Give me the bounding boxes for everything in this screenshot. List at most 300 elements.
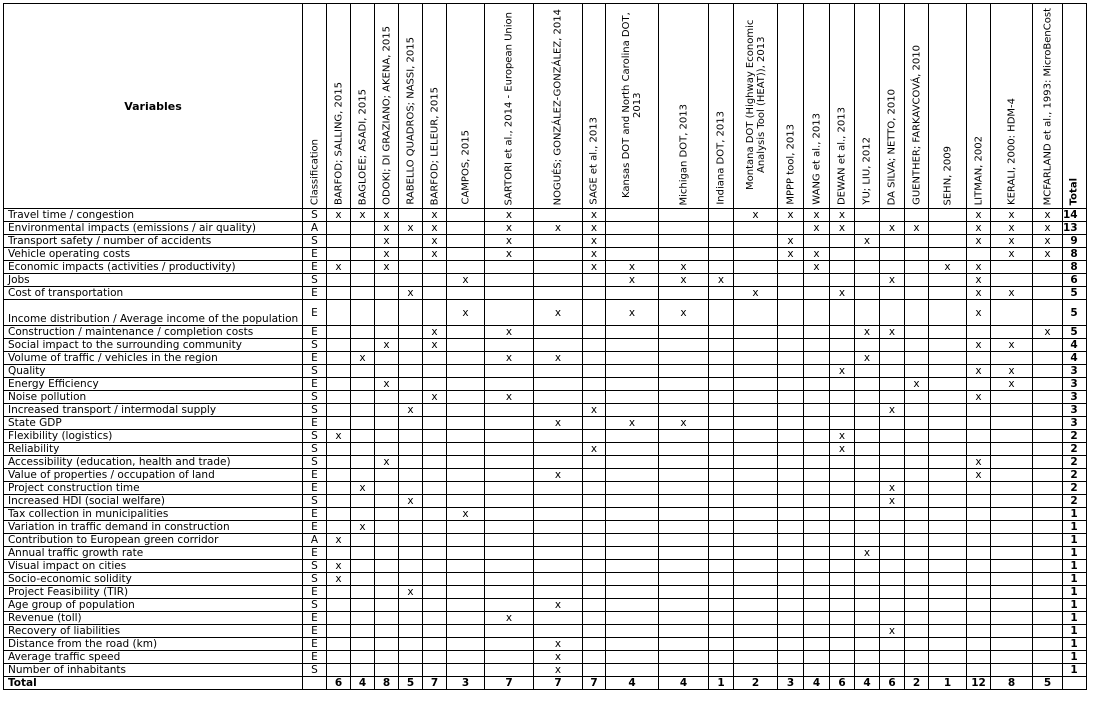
mark-cell: x xyxy=(1033,326,1063,339)
classification-cell: E xyxy=(303,586,327,599)
mark-cell xyxy=(1033,339,1063,352)
mark-cell: x xyxy=(778,209,804,222)
mark-cell xyxy=(399,378,423,391)
mark-cell xyxy=(991,456,1033,469)
mark-cell xyxy=(1033,573,1063,586)
mark-cell xyxy=(485,456,534,469)
mark-cell xyxy=(1033,261,1063,274)
mark-cell xyxy=(659,573,709,586)
table-row xyxy=(4,482,1087,495)
classification-cell: E xyxy=(303,612,327,625)
row-total: 5 xyxy=(1063,326,1087,339)
mark-cell xyxy=(880,248,905,261)
mark-cell: x xyxy=(399,586,423,599)
row-total: 3 xyxy=(1063,417,1087,430)
mark-cell xyxy=(375,651,399,664)
mark-cell xyxy=(583,352,606,365)
mark-cell xyxy=(1033,430,1063,443)
mark-cell: x xyxy=(967,287,991,300)
mark-cell xyxy=(606,534,659,547)
mark-cell xyxy=(880,547,905,560)
mark-cell xyxy=(423,495,447,508)
mark-cell xyxy=(399,326,423,339)
variable-name: Cost of transportation xyxy=(4,287,303,300)
mark-cell xyxy=(967,482,991,495)
mark-cell xyxy=(880,300,905,326)
mark-cell xyxy=(804,547,830,560)
mark-cell xyxy=(905,560,929,573)
table-row xyxy=(4,287,1087,300)
row-total: 9 xyxy=(1063,235,1087,248)
mark-cell xyxy=(967,417,991,430)
mark-cell: x xyxy=(606,300,659,326)
mark-cell xyxy=(830,235,855,248)
mark-cell xyxy=(880,534,905,547)
variable-name: Average traffic speed xyxy=(4,651,303,664)
mark-cell xyxy=(1033,625,1063,638)
variable-name: Construction / maintenance / completion costs xyxy=(4,326,303,339)
source-header: MPPP tool, 2013 xyxy=(778,4,804,209)
mark-cell xyxy=(583,300,606,326)
mark-cell xyxy=(1033,495,1063,508)
mark-cell: x xyxy=(880,222,905,235)
mark-cell xyxy=(327,274,351,287)
mark-cell xyxy=(709,573,734,586)
source-header: MCFARLAND et al., 1993: MicroBenCost xyxy=(1033,4,1063,209)
mark-cell xyxy=(880,352,905,365)
mark-cell xyxy=(659,534,709,547)
mark-cell xyxy=(327,378,351,391)
column-total: 6 xyxy=(880,677,905,690)
mark-cell xyxy=(734,547,778,560)
mark-cell xyxy=(659,456,709,469)
mark-cell xyxy=(534,443,583,456)
mark-cell xyxy=(734,300,778,326)
mark-cell xyxy=(830,664,855,677)
mark-cell: x xyxy=(534,599,583,612)
mark-cell xyxy=(929,378,967,391)
mark-cell xyxy=(327,287,351,300)
mark-cell xyxy=(351,287,375,300)
mark-cell xyxy=(734,586,778,599)
mark-cell xyxy=(659,521,709,534)
mark-cell xyxy=(855,222,880,235)
variable-name: State GDP xyxy=(4,417,303,430)
mark-cell xyxy=(485,404,534,417)
column-total: 4 xyxy=(606,677,659,690)
mark-cell: x xyxy=(583,261,606,274)
mark-cell xyxy=(485,339,534,352)
classification-cell: S xyxy=(303,235,327,248)
mark-cell xyxy=(423,612,447,625)
mark-cell: x xyxy=(423,339,447,352)
mark-cell: x xyxy=(830,222,855,235)
variable-name: Quality xyxy=(4,365,303,378)
mark-cell xyxy=(1033,547,1063,560)
variable-name: Project Feasibility (TIR) xyxy=(4,586,303,599)
mark-cell xyxy=(709,560,734,573)
variable-name: Increased transport / intermodal supply xyxy=(4,404,303,417)
mark-cell xyxy=(423,651,447,664)
mark-cell xyxy=(583,573,606,586)
mark-cell xyxy=(485,430,534,443)
mark-cell xyxy=(327,300,351,326)
mark-cell: x xyxy=(485,612,534,625)
mark-cell: x xyxy=(534,300,583,326)
classification-cell: S xyxy=(303,391,327,404)
mark-cell xyxy=(880,586,905,599)
source-header: YU; LIU, 2012 xyxy=(855,4,880,209)
mark-cell xyxy=(778,534,804,547)
mark-cell xyxy=(830,339,855,352)
mark-cell xyxy=(991,391,1033,404)
mark-cell xyxy=(485,534,534,547)
mark-cell xyxy=(1033,534,1063,547)
mark-cell xyxy=(880,651,905,664)
mark-cell xyxy=(991,417,1033,430)
mark-cell xyxy=(709,378,734,391)
mark-cell xyxy=(905,651,929,664)
mark-cell: x xyxy=(830,443,855,456)
mark-cell xyxy=(351,222,375,235)
mark-cell: x xyxy=(399,287,423,300)
mark-cell xyxy=(447,248,485,261)
mark-cell xyxy=(375,521,399,534)
mark-cell xyxy=(734,352,778,365)
mark-cell xyxy=(967,404,991,417)
mark-cell xyxy=(399,599,423,612)
mark-cell xyxy=(929,664,967,677)
mark-cell xyxy=(447,235,485,248)
variable-name: Energy Efficiency xyxy=(4,378,303,391)
mark-cell xyxy=(375,417,399,430)
mark-cell xyxy=(659,508,709,521)
mark-cell xyxy=(709,222,734,235)
mark-cell xyxy=(880,417,905,430)
mark-cell xyxy=(830,534,855,547)
classification-cell: E xyxy=(303,352,327,365)
variable-name: Tax collection in municipalities xyxy=(4,508,303,521)
mark-cell xyxy=(534,261,583,274)
mark-cell xyxy=(734,573,778,586)
classification-cell: E xyxy=(303,521,327,534)
mark-cell xyxy=(399,547,423,560)
table-row xyxy=(4,300,1087,326)
mark-cell xyxy=(880,599,905,612)
mark-cell: x xyxy=(991,339,1033,352)
variable-name: Recovery of liabilities xyxy=(4,625,303,638)
mark-cell xyxy=(351,417,375,430)
mark-cell xyxy=(351,326,375,339)
table-row xyxy=(4,365,1087,378)
mark-cell xyxy=(399,417,423,430)
mark-cell xyxy=(905,664,929,677)
mark-cell xyxy=(447,495,485,508)
mark-cell xyxy=(855,625,880,638)
mark-cell: x xyxy=(991,287,1033,300)
mark-cell xyxy=(327,222,351,235)
mark-cell xyxy=(583,482,606,495)
mark-cell xyxy=(351,456,375,469)
mark-cell xyxy=(855,365,880,378)
mark-cell xyxy=(804,287,830,300)
mark-cell xyxy=(534,287,583,300)
mark-cell xyxy=(1033,586,1063,599)
mark-cell xyxy=(880,365,905,378)
classification-cell: S xyxy=(303,209,327,222)
mark-cell: x xyxy=(606,417,659,430)
mark-cell xyxy=(991,443,1033,456)
row-total: 3 xyxy=(1063,404,1087,417)
mark-cell xyxy=(830,638,855,651)
mark-cell xyxy=(830,651,855,664)
mark-cell xyxy=(905,547,929,560)
mark-cell: x xyxy=(583,235,606,248)
mark-cell xyxy=(534,521,583,534)
mark-cell: x xyxy=(327,430,351,443)
mark-cell xyxy=(778,482,804,495)
mark-cell xyxy=(606,209,659,222)
mark-cell xyxy=(659,430,709,443)
mark-cell xyxy=(606,508,659,521)
mark-cell xyxy=(709,209,734,222)
mark-cell xyxy=(423,352,447,365)
mark-cell xyxy=(399,430,423,443)
mark-cell xyxy=(1033,664,1063,677)
mark-cell xyxy=(351,508,375,521)
mark-cell xyxy=(375,664,399,677)
mark-cell xyxy=(1033,469,1063,482)
variable-name: Increased HDI (social welfare) xyxy=(4,495,303,508)
mark-cell xyxy=(967,430,991,443)
mark-cell xyxy=(327,326,351,339)
mark-cell xyxy=(534,560,583,573)
mark-cell xyxy=(967,521,991,534)
mark-cell xyxy=(606,378,659,391)
mark-cell: x xyxy=(583,209,606,222)
mark-cell xyxy=(804,352,830,365)
mark-cell xyxy=(447,209,485,222)
mark-cell: x xyxy=(485,248,534,261)
mark-cell: x xyxy=(967,209,991,222)
mark-cell xyxy=(778,326,804,339)
mark-cell xyxy=(423,508,447,521)
mark-cell xyxy=(659,287,709,300)
mark-cell xyxy=(991,274,1033,287)
row-total: 2 xyxy=(1063,482,1087,495)
mark-cell xyxy=(423,482,447,495)
mark-cell xyxy=(804,625,830,638)
mark-cell xyxy=(447,222,485,235)
mark-cell xyxy=(659,560,709,573)
source-header: CAMPOS, 2015 xyxy=(447,4,485,209)
mark-cell xyxy=(423,586,447,599)
mark-cell: x xyxy=(855,547,880,560)
mark-cell xyxy=(967,547,991,560)
mark-cell: x xyxy=(991,365,1033,378)
mark-cell xyxy=(991,534,1033,547)
mark-cell xyxy=(929,625,967,638)
mark-cell: x xyxy=(991,235,1033,248)
mark-cell xyxy=(659,547,709,560)
mark-cell xyxy=(830,391,855,404)
mark-cell xyxy=(423,404,447,417)
table-row xyxy=(4,248,1087,261)
classification-cell: E xyxy=(303,547,327,560)
mark-cell xyxy=(534,365,583,378)
mark-cell xyxy=(1033,391,1063,404)
mark-cell xyxy=(929,495,967,508)
table-row xyxy=(4,469,1087,482)
mark-cell xyxy=(734,560,778,573)
mark-cell xyxy=(659,365,709,378)
mark-cell xyxy=(709,248,734,261)
mark-cell xyxy=(905,599,929,612)
mark-cell xyxy=(399,365,423,378)
mark-cell xyxy=(399,235,423,248)
mark-cell xyxy=(327,365,351,378)
mark-cell xyxy=(423,365,447,378)
mark-cell xyxy=(583,638,606,651)
mark-cell xyxy=(778,651,804,664)
mark-cell xyxy=(1033,599,1063,612)
mark-cell xyxy=(375,547,399,560)
mark-cell: x xyxy=(830,365,855,378)
mark-cell xyxy=(327,495,351,508)
mark-cell xyxy=(709,430,734,443)
column-total: 5 xyxy=(1033,677,1063,690)
mark-cell xyxy=(967,443,991,456)
variable-name: Visual impact on cities xyxy=(4,560,303,573)
source-header: ODOKI; DI GRAZIANO; AKENA, 2015 xyxy=(375,4,399,209)
mark-cell xyxy=(583,560,606,573)
mark-cell xyxy=(734,664,778,677)
mark-cell xyxy=(778,417,804,430)
mark-cell xyxy=(351,495,375,508)
mark-cell: x xyxy=(967,365,991,378)
mark-cell xyxy=(327,547,351,560)
variable-name: Contribution to European green corridor xyxy=(4,534,303,547)
mark-cell xyxy=(447,287,485,300)
mark-cell xyxy=(327,469,351,482)
variable-name: Accessibility (education, health and trade) xyxy=(4,456,303,469)
mark-cell xyxy=(351,651,375,664)
classification-cell: S xyxy=(303,404,327,417)
mark-cell xyxy=(606,456,659,469)
mark-cell xyxy=(929,326,967,339)
mark-cell: x xyxy=(967,300,991,326)
mark-cell xyxy=(534,339,583,352)
mark-cell xyxy=(929,534,967,547)
totals-label: Total xyxy=(4,677,303,690)
column-total: 4 xyxy=(804,677,830,690)
mark-cell xyxy=(734,235,778,248)
mark-cell xyxy=(880,612,905,625)
mark-cell xyxy=(351,391,375,404)
mark-cell xyxy=(709,469,734,482)
mark-cell xyxy=(855,495,880,508)
mark-cell xyxy=(351,235,375,248)
mark-cell xyxy=(709,365,734,378)
mark-cell xyxy=(351,534,375,547)
mark-cell xyxy=(855,261,880,274)
mark-cell xyxy=(855,638,880,651)
mark-cell xyxy=(778,586,804,599)
mark-cell xyxy=(659,443,709,456)
mark-cell xyxy=(709,651,734,664)
mark-cell: x xyxy=(485,352,534,365)
mark-cell xyxy=(583,456,606,469)
mark-cell xyxy=(485,443,534,456)
mark-cell xyxy=(855,430,880,443)
column-total: 12 xyxy=(967,677,991,690)
mark-cell xyxy=(583,651,606,664)
variable-name: Reliability xyxy=(4,443,303,456)
mark-cell: x xyxy=(375,209,399,222)
mark-cell xyxy=(423,430,447,443)
mark-cell xyxy=(423,417,447,430)
mark-cell xyxy=(905,274,929,287)
mark-cell xyxy=(659,469,709,482)
mark-cell xyxy=(778,404,804,417)
mark-cell xyxy=(423,469,447,482)
mark-cell xyxy=(709,456,734,469)
mark-cell xyxy=(423,378,447,391)
mark-cell xyxy=(929,651,967,664)
mark-cell xyxy=(929,209,967,222)
totals-classification-blank xyxy=(303,677,327,690)
mark-cell xyxy=(399,261,423,274)
mark-cell xyxy=(534,209,583,222)
source-header: RABELLO QUADROS; NASSI, 2015 xyxy=(399,4,423,209)
mark-cell xyxy=(905,638,929,651)
mark-cell xyxy=(485,651,534,664)
mark-cell xyxy=(423,599,447,612)
mark-cell xyxy=(659,586,709,599)
mark-cell xyxy=(327,352,351,365)
mark-cell: x xyxy=(778,235,804,248)
mark-cell xyxy=(583,664,606,677)
mark-cell xyxy=(804,443,830,456)
mark-cell xyxy=(991,300,1033,326)
mark-cell xyxy=(929,560,967,573)
table-row xyxy=(4,430,1087,443)
row-total: 14 xyxy=(1063,209,1087,222)
mark-cell xyxy=(855,443,880,456)
mark-cell xyxy=(855,417,880,430)
mark-cell xyxy=(399,534,423,547)
mark-cell xyxy=(967,352,991,365)
mark-cell xyxy=(855,508,880,521)
mark-cell xyxy=(929,404,967,417)
mark-cell xyxy=(778,664,804,677)
table-row xyxy=(4,391,1087,404)
mark-cell xyxy=(991,326,1033,339)
mark-cell xyxy=(485,547,534,560)
row-total: 1 xyxy=(1063,599,1087,612)
classification-cell: S xyxy=(303,365,327,378)
mark-cell xyxy=(855,300,880,326)
mark-cell xyxy=(734,391,778,404)
column-total: 8 xyxy=(375,677,399,690)
mark-cell xyxy=(659,222,709,235)
mark-cell: x xyxy=(905,222,929,235)
mark-cell xyxy=(423,560,447,573)
source-header: KERALI, 2000: HDM-4 xyxy=(991,4,1033,209)
mark-cell xyxy=(375,300,399,326)
mark-cell xyxy=(967,638,991,651)
mark-cell xyxy=(929,352,967,365)
